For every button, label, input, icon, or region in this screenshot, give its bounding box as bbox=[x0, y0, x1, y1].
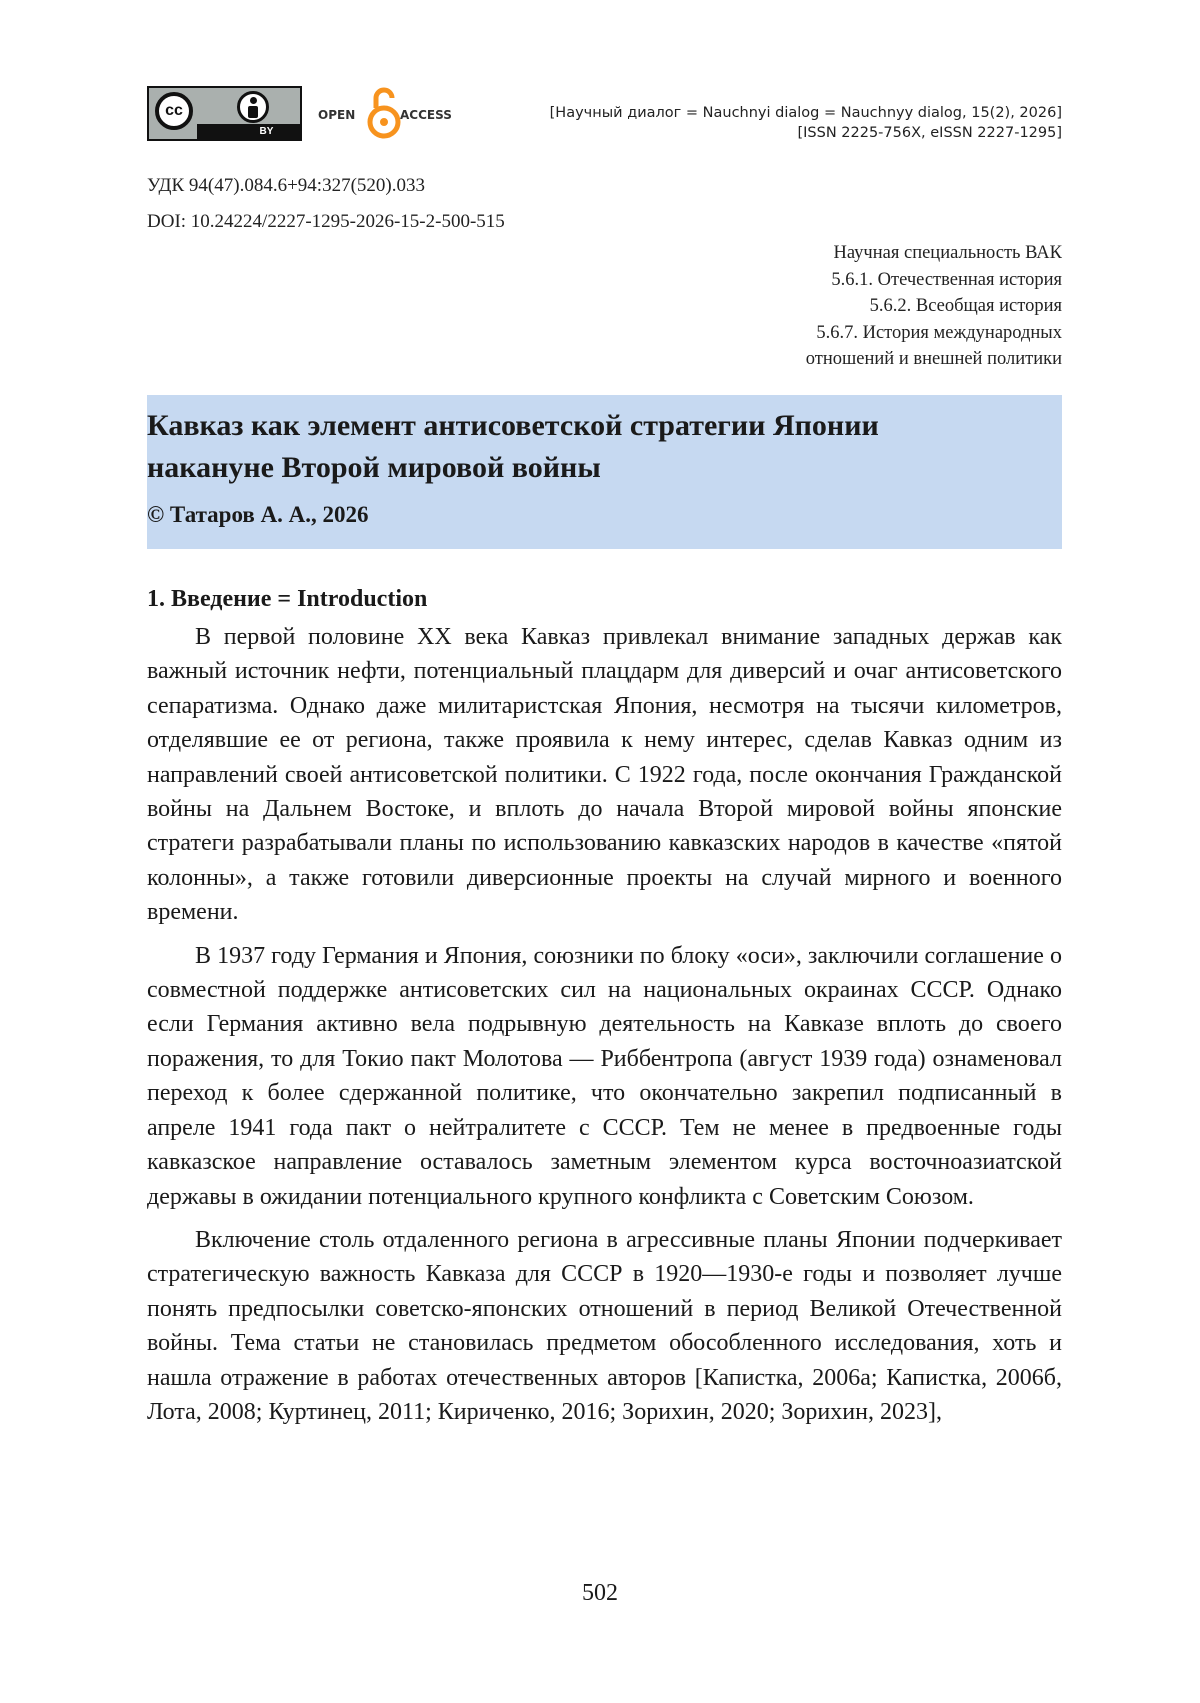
paragraph: В первой половине XX века Кавказ привлекал внимание западных держав как важный источник нефти, потенциальный плацдарм для диверсий и очаг антисоветского сепаратизма. Однако даже милитаристская Япония, несмотря на тысячи километров, отделявшие ее от региона, также проявила к нему интерес, сделав Кавказ одним из направлений своей антисоветской политики. С 1922 года, после окончания Гражданской войны на Дальнем Востоке, и вплоть до начала Второй мировой войны японские стратеги разрабатывали планы по использованию кавказских народов в качестве «пятой колонны», а также готовили диверсионные проекты на случай мирного и военного времени. bbox=[147, 624, 1062, 926]
article-body bbox=[147, 620, 1062, 1438]
article-title bbox=[147, 405, 1062, 489]
cc-by-license-badge bbox=[147, 86, 302, 141]
attribution-person-icon bbox=[237, 91, 269, 123]
doi: DOI: 10.24224/2227-1295-2026-15-2-500-515 bbox=[147, 211, 505, 232]
title-panel bbox=[147, 395, 1062, 549]
vak-line: 5.6.7. История международных bbox=[816, 322, 1062, 343]
title-line: накануне Второй мировой войны bbox=[147, 451, 601, 484]
title-line: Кавказ как элемент антисоветской стратегии Японии bbox=[147, 409, 879, 442]
vak-line: Научная специальность ВАК bbox=[833, 243, 1062, 263]
author-line: © Татаров А. А., 2026 bbox=[147, 502, 369, 527]
journal-citation bbox=[550, 103, 1062, 143]
vak-line: отношений и внешней политики bbox=[805, 349, 1062, 369]
page-number: 502 bbox=[582, 1580, 618, 1606]
open-access-lock-icon bbox=[366, 86, 402, 140]
vak-specialty-block bbox=[806, 240, 1062, 373]
vak-line: 5.6.2. Всеобщая история bbox=[869, 296, 1062, 316]
vak-line: 5.6.1. Отечественная история bbox=[831, 269, 1062, 290]
open-access-access-label: ACCESS bbox=[400, 108, 452, 122]
license-by-label: BY bbox=[197, 124, 300, 139]
paragraph: В 1937 году Германия и Япония, союзники по блоку «оси», заключили соглашение о совместной поддержке антисоветских сил на национальных окраинах СССР. Однако если Германия активно вела подрывную деятельность на Кавказе вплоть до своего поражения, то для Токио пакт Молотова — Риббентропа (август 1939 года) ознаменовал переход к более сдержанной политике, что окончательно закрепил подписанный в апреле 1941 года пакт о нейтралитете с СССР. Тем не менее в предвоенные годы кавказское направление оставалось заметным элементом курса восточноазиатской державы в ожидании потенциального крупного конфликта с Советским Союзом. bbox=[147, 942, 1062, 1210]
paragraph: Включение столь отдаленного региона в агрессивные планы Японии подчеркивает стратегическую важность Кавказа для СССР в 1920—1930-е годы и позволяет лучше понять предпосылки советско-японских отношений в период Великой Отечественной войны. Тема статьи не становилась предметом обособленного исследования, хоть и нашла отражение в работах отечественных авторов [Капистка, 2006а; Капистка, 2006б, Лота, 2008; Куртинец, 2011; Кириченко, 2016; Зорихин, 2020; Зорихин, 2023], bbox=[147, 1226, 1062, 1425]
creative-commons-icon: cc bbox=[155, 92, 193, 130]
journal-title-line: [Научный диалог = Nauchnyi dialog = Nauchnyy dialog, 15(2), 2026] bbox=[549, 105, 1062, 121]
udk-code: УДК 94(47).084.6+94:327(520).033 bbox=[147, 175, 425, 196]
section-heading: 1. Введение = Introduction bbox=[147, 586, 428, 612]
open-access-open-label: OPEN bbox=[318, 108, 356, 122]
journal-issn-line: [ISSN 2225-756X, eISSN 2227-1295] bbox=[797, 125, 1062, 141]
open-access-logo bbox=[318, 86, 458, 140]
